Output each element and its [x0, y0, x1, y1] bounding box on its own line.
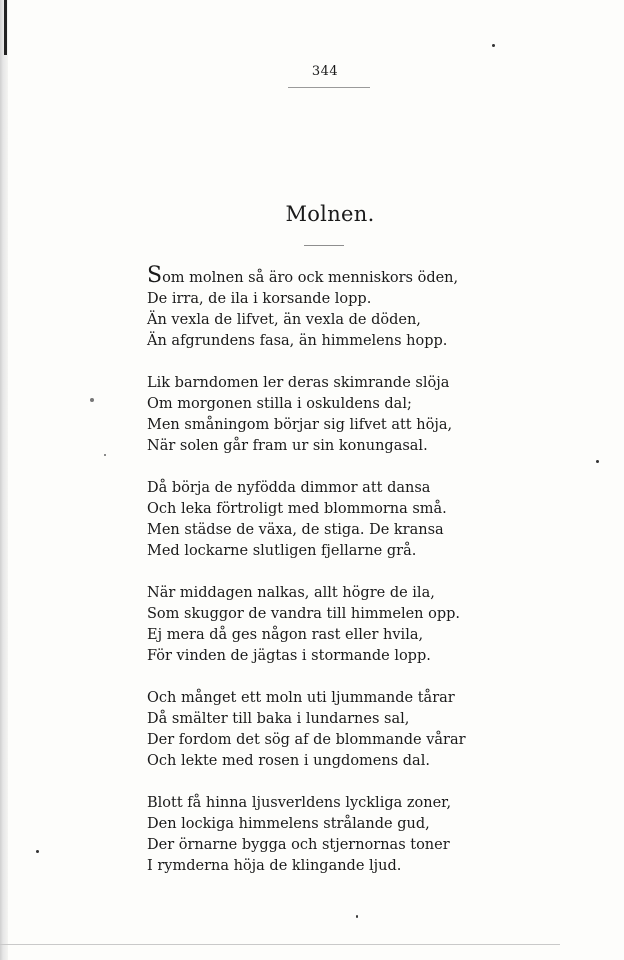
stanza-3	[147, 478, 507, 562]
poem-line: Och månget ett moln uti ljummande tårar	[147, 690, 455, 706]
poem-line: Men städse de växa, de stiga. De kransa	[147, 522, 444, 538]
poem-line: Om morgonen stilla i oskuldens dal;	[147, 396, 412, 412]
poem-line: Än afgrundens fasa, än himmelens hopp.	[147, 333, 448, 349]
stanza-2	[147, 373, 507, 457]
scan-speck	[492, 44, 495, 47]
page-number: 344	[311, 64, 339, 79]
poem-line: Som skuggor de vandra till himmelen opp.	[147, 606, 461, 622]
poem-body	[147, 263, 507, 898]
poem-line: När middagen nalkas, allt högre de ila,	[147, 585, 435, 601]
poem-line: De irra, de ila i korsande lopp.	[147, 291, 372, 307]
scan-speck	[104, 454, 106, 456]
scan-speck	[356, 915, 358, 918]
bottom-edge-line	[0, 944, 560, 945]
binding-shadow	[4, 0, 7, 55]
page-number-rule	[288, 87, 370, 88]
poem-line: Med lockarne slutligen fjellarne grå.	[147, 543, 417, 559]
poem-title: Molnen.	[285, 202, 375, 226]
poem-line: I rymderna höja de klingande ljud.	[147, 858, 402, 874]
poem-line: Der örnarne bygga och stjernornas toner	[147, 837, 450, 853]
stanza-5	[147, 688, 507, 772]
poem-line: Än vexla de lifvet, än vexla de döden,	[147, 312, 421, 328]
initial-letter: S	[147, 263, 163, 288]
poem-line: Lik barndomen ler deras skimrande slöja	[147, 375, 450, 391]
poem-line: Och lekte med rosen i ungdomens dal.	[147, 753, 430, 769]
poem-line: Blott få hinna ljusverldens lyckliga zoner,	[147, 795, 452, 811]
poem-line: Då smälter till baka i lundarnes sal,	[147, 711, 410, 727]
poem-line: När solen går fram ur sin konungasal.	[147, 438, 428, 454]
scan-speck	[596, 460, 599, 463]
poem-line: Då börja de nyfödda dimmor att dansa	[147, 480, 431, 496]
stanza-4	[147, 583, 507, 667]
poem-line: Ej mera då ges någon rast eller hvila,	[147, 627, 424, 643]
poem-line: Och leka förtroligt med blommorna små.	[147, 501, 447, 517]
poem-line: Den lockiga himmelens strålande gud,	[147, 816, 430, 832]
poem-line	[147, 263, 507, 289]
scan-speck	[90, 398, 94, 402]
poem-line: Der fordom det sög af de blommande vårar	[147, 732, 466, 748]
page-binding-edge	[0, 0, 8, 960]
stanza-1	[147, 263, 507, 352]
poem-line: För vinden de jägtas i stormande lopp.	[147, 648, 431, 664]
title-rule	[304, 245, 344, 246]
first-line-text: om molnen så äro ock menniskors öden,	[162, 270, 459, 286]
scan-speck	[36, 850, 39, 853]
stanza-6	[147, 793, 507, 877]
poem-line: Men småningom börjar sig lifvet att höja,	[147, 417, 453, 433]
